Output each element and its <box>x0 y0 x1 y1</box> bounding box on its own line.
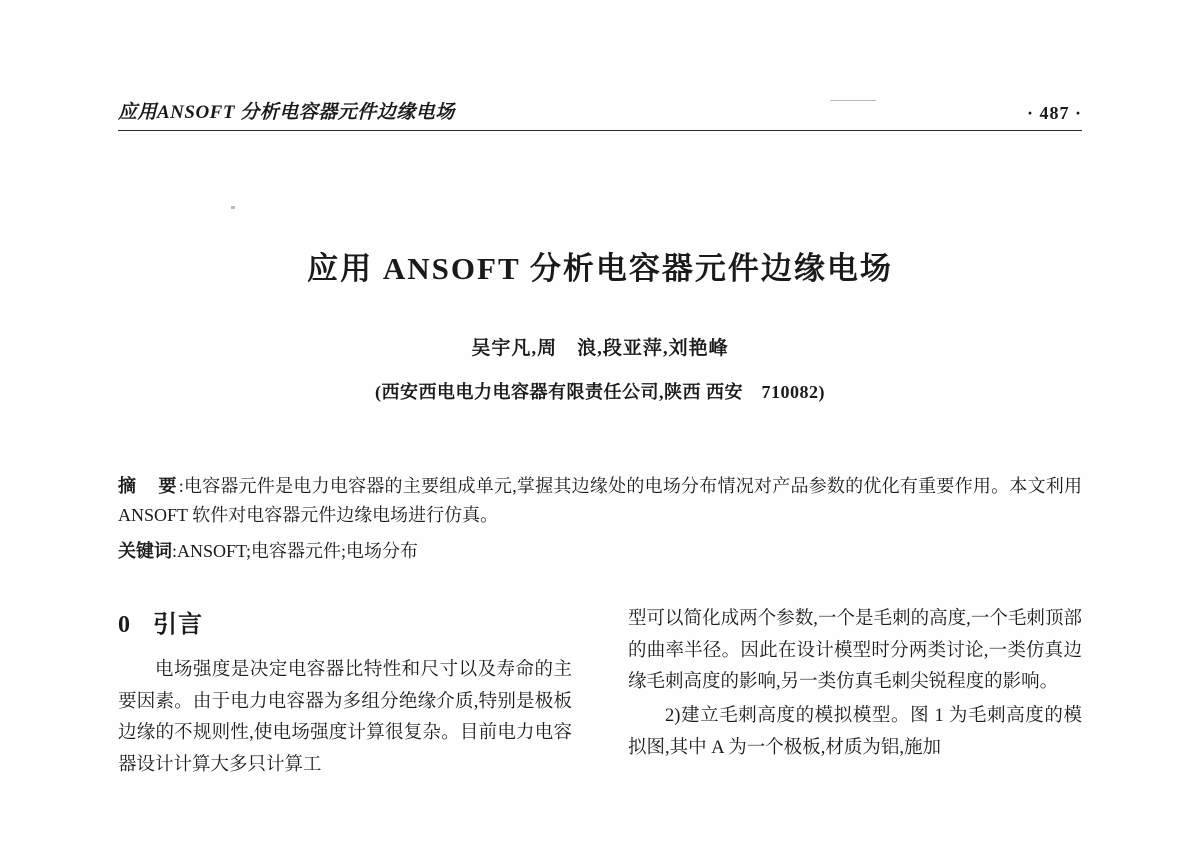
abstract-text: :电容器元件是电力电容器的主要组成单元,掌握其边缘处的电场分布情况对产品参数的优化有重要作用。本文利用 ANSOFT 软件对电容器元件边缘电场进行仿真。 <box>118 476 1083 526</box>
paragraph: 型可以简化成两个参数,一个是毛刺的高度,一个毛刺顶部的曲率半径。因此在设计模型时分两类讨论,一类仿真边缘毛刺高度的影响,另一类仿真毛刺尖锐程度的影响。 <box>628 608 1082 693</box>
page-content <box>118 90 1082 784</box>
section-title: 引言 <box>153 611 203 638</box>
paragraph: 2)建立毛刺高度的模拟模型。图 1 为毛刺高度的模拟图,其中 A 为一个极板,材质为铝,施加 <box>628 706 1082 759</box>
keywords-label: 关键词 <box>118 540 172 561</box>
title-block <box>118 249 1082 404</box>
body-columns <box>118 604 1082 784</box>
running-head <box>118 90 1082 131</box>
section-number: 0 <box>118 611 131 638</box>
page-title: 应用 ANSOFT 分析电容器元件边缘电场 <box>307 251 893 286</box>
keywords <box>118 537 1082 566</box>
author-list: 吴宇凡,周 浪,段亚萍,刘艳峰 <box>471 338 729 360</box>
paragraph: 电场强度是决定电容器比特性和尺寸以及寿命的主要因素。由于电力电容器为多组分绝缘介质,特别是极板边缘的不规则性,使电场强度计算很复杂。目前电力电容器设计计算大多只计算工 <box>118 659 572 776</box>
right-column <box>628 604 1082 784</box>
running-head-title: 应用ANSOFT 分析电容器元件边缘电场 <box>118 102 455 123</box>
affiliation: (西安西电电力电容器有限责任公司,陕西 西安 710082) <box>375 382 825 403</box>
abstract-block <box>118 472 1082 565</box>
abstract-label: 摘 要 <box>118 476 179 497</box>
left-column <box>118 604 572 784</box>
abstract <box>118 472 1082 530</box>
page-number: · 487 · <box>1026 103 1082 123</box>
section-heading <box>118 604 572 639</box>
keywords-text: :ANSOFT;电容器元件;电场分布 <box>172 540 419 561</box>
